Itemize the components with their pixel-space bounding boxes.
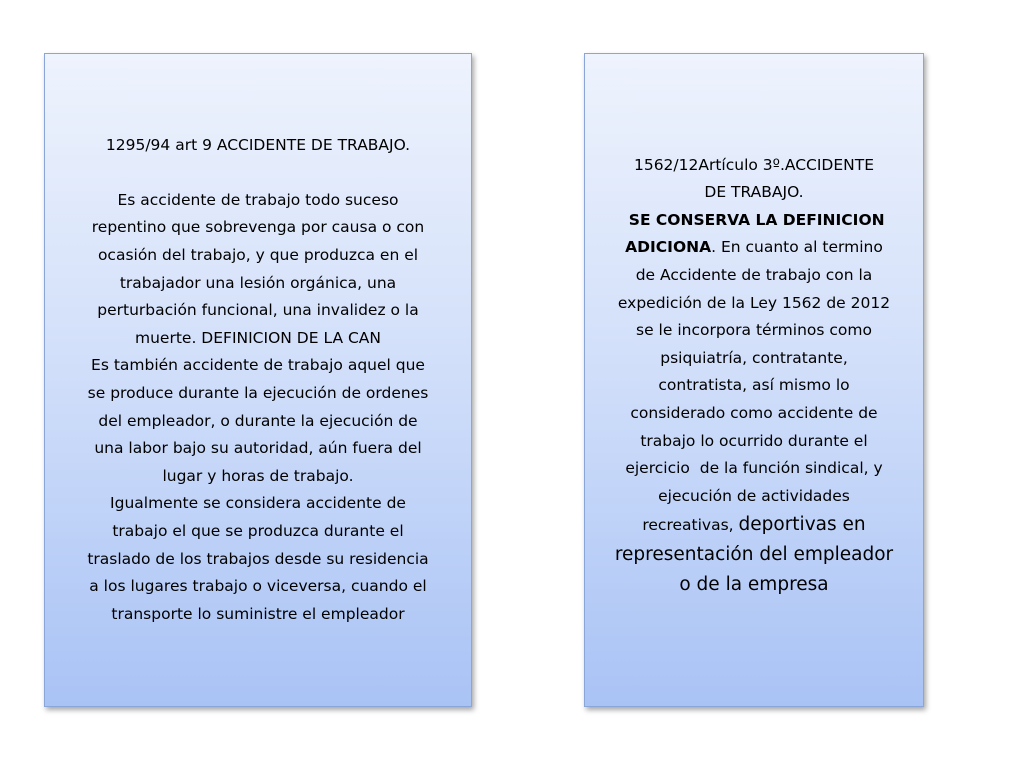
left-text-box (44, 53, 472, 707)
left-line: Es también accidente de trabajo aquel que (91, 356, 425, 375)
left-line: traslado de los trabajos desde su residencia (87, 549, 429, 568)
left-line: una labor bajo su autoridad, aún fuera del (94, 439, 422, 458)
left-line: trabajo el que se produzca durante el (112, 521, 404, 540)
right-heading-line2: DE TRABAJO. (704, 183, 804, 202)
right-bold-word: ADICIONA (625, 238, 712, 257)
right-line-mixed-bold (625, 234, 883, 262)
right-line-mixed-size (642, 510, 865, 540)
right-line: ejecución de actividades (658, 486, 850, 505)
right-line: contratista, así mismo lo (658, 376, 850, 395)
left-heading: 1295/94 art 9 ACCIDENTE DE TRABAJO. (105, 135, 411, 154)
left-line: transporte lo suministre el empleador (111, 604, 405, 623)
left-line: perturbación funcional, una invalidez o la (97, 301, 419, 320)
right-heading-line1: 1562/12Artículo 3º.ACCIDENTE (633, 155, 875, 174)
left-line: a los lugares trabajo o viceversa, cuando el (89, 577, 427, 596)
right-big-part: deportivas en (738, 514, 866, 536)
right-line: expedición de la Ley 1562 de 2012 (617, 293, 891, 312)
right-line: trabajo lo ocurrido durante el (640, 431, 868, 450)
right-line-rest: . En cuanto al termino (711, 238, 883, 257)
right-big-line: o de la empresa (679, 574, 829, 596)
right-line: se le incorpora términos como (636, 321, 872, 340)
left-line: ocasión del trabajo, y que produzca en el (97, 246, 419, 265)
right-text-box (584, 53, 924, 707)
left-line: lugar y horas de trabajo. (162, 466, 354, 485)
left-line: trabajador una lesión orgánica, una (119, 273, 397, 292)
left-line: muerte. DEFINICION DE LA CAN (135, 328, 381, 347)
right-line: ejercicio de la función sindical, y (625, 459, 883, 478)
left-line: se produce durante la ejecución de ordenes (87, 384, 429, 402)
left-line: del empleador, o durante la ejecución de (98, 411, 418, 430)
left-line: Igualmente se considera accidente de (110, 494, 406, 513)
right-big-line: representación del empleador (614, 544, 894, 566)
left-line: repentino que sobrevenga por causa o con (91, 218, 425, 237)
right-line: considerado como accidente de (630, 403, 878, 422)
right-bold-line: SE CONSERVA LA DEFINICION (623, 210, 885, 229)
left-line: Es accidente de trabajo todo suceso (117, 190, 399, 209)
right-line: psiquiatría, contratante, (660, 348, 848, 367)
right-line: de Accidente de trabajo con la (635, 266, 873, 285)
right-small-part: recreativas, (642, 516, 739, 535)
